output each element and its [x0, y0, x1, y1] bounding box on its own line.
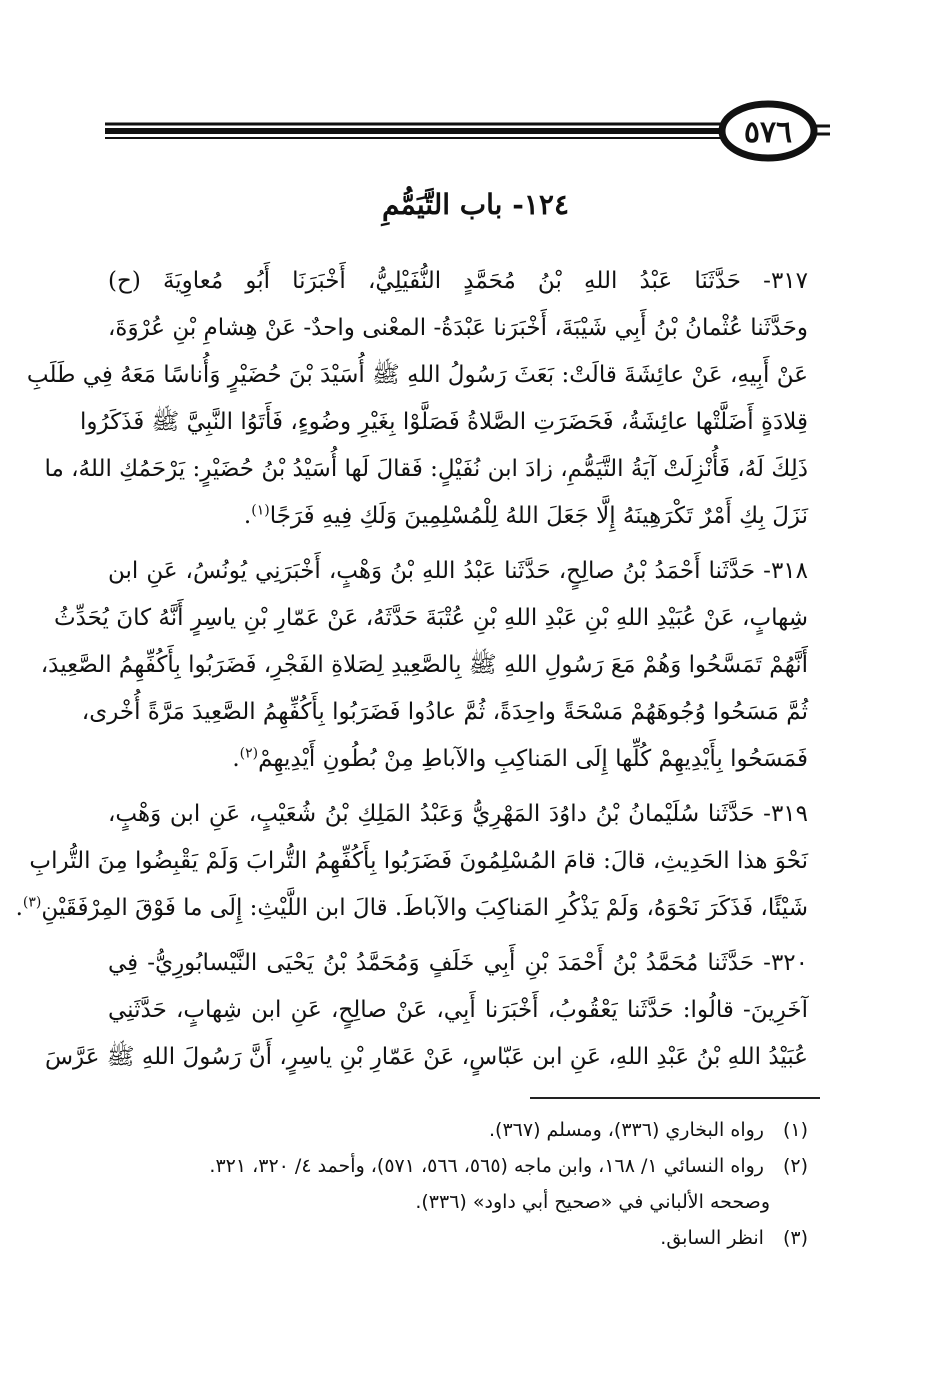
hadith-line: عُبَيْدُ اللهِ بْنُ عَبْدِ اللهِ، عَنِ ابن عَبّاسٍ، عَنْ عَمّارِ بْنِ ياسِرٍ، أَنَّ رَسُولَ اللهِ ﷺ عَرَّسَ: [44, 1044, 808, 1070]
hadith-line: ثُمَّ مَسَحُوا وُجُوهَهُمْ مَسْحَةً واحِدَةً، ثُمَّ عادُوا فَضَرَبُوا بِأَكُفِّهِمُ الصَّعِيدَ مَرَّةً أُخْرى،: [81, 699, 808, 725]
hadith-317: [26, 258, 808, 540]
footnote-text: انظر السابق.: [660, 1227, 764, 1249]
hadith-line-text: شَيْئًا، فَذَكَرَ نَحْوَهُ، وَلَمْ يَذْكُرِ المَناكِبَ والآباطَ. قالَ ابن اللَّيْثِ: إِلَى ما فَوْقَ المِرْفَقَيْنِ: [41, 895, 808, 921]
hadith-line: قِلادَةٍ أَضَلَّتْها عائِشَةُ، فَحَضَرَتِ الصَّلاةُ فَصَلَّوْا بِغَيْرِ وضُوءٍ، فَأَتَوُا النَّبِيَّ ﷺ فَذَكَرُوا: [80, 409, 808, 435]
main-text: [15, 258, 808, 1089]
hadith-line: ٣١٩- حَدَّثَنا سُلَيْمانُ بْنُ داوُدَ المَهْرِيُّ وَعَبْدُ المَلِكِ بْنُ شُعَيْبٍ، عَنِ ابن وَهْبٍ،: [108, 801, 808, 827]
footnote-2: [108, 1148, 808, 1184]
hadith-line-text: نَزَلَ بِكِ أَمْرٌ تَكْرَهِينَهُ إِلَّا جَعَلَ اللهُ لِلْمُسْلِمِينَ وَلَكِ فِيهِ فَرَجًا: [269, 503, 808, 529]
hadith-320: [44, 940, 808, 1081]
hadith-line: ٣١٨- حَدَّثَنا أَحْمَدُ بْنُ صالِحٍ، حَدَّثَنا عَبْدُ اللهِ بْنُ وَهْبٍ، أَخْبَرَنِي يُونُسُ، عَنِ ابن: [108, 558, 808, 584]
footnote-ref: (٣): [22, 894, 42, 911]
hadith-line-text: فَمَسَحُوا بِأَيْدِيهِمْ كُلِّها إِلَى المَناكِبِ والآباطِ مِنْ بُطُونِ أَيْدِيهِمْ: [258, 746, 808, 772]
hadith-line: نَحْوَ هذا الحَدِيثِ، قالَ: قامَ المُسْلِمُونَ فَضَرَبُوا بِأَكُفِّهِمُ التُّرابَ وَلَمْ يَقْبِضُوا مِنَ التُّرابِ: [29, 848, 808, 874]
hadith-line: عَنْ أَبِيهِ، عَنْ عائِشَةَ قالَتْ: بَعَثَ رَسُولُ اللهِ ﷺ أُسَيْدَ بْنَ حُضَيْرٍ وَأُناسًا مَعَهُ فِي طَلَبِ: [26, 362, 808, 388]
footnote-number: (٣): [782, 1227, 808, 1249]
footnote-3: [108, 1220, 808, 1256]
hadith-line: شِهابٍ، عَنْ عُبَيْدِ اللهِ بْنِ عَبْدِ اللهِ بْنِ عُتْبَةَ حَدَّثَهُ، عَنْ عَمّارِ بْنِ ياسِرٍ أَنَّهُ كانَ يُحَدِّثُ: [53, 605, 808, 631]
hadith-line: ٣٢٠- حَدَّثَنا مُحَمَّدُ بْنُ أَحْمَدَ بْنِ أَبِي خَلَفٍ وَمُحَمَّدُ بْنُ يَحْيَى النَّيْسابُورِيُّ- فِي: [108, 950, 808, 976]
footnote-1: [108, 1112, 808, 1148]
hadith-line-last: فَمَسَحُوا بِأَيْدِيهِمْ كُلِّها إِلَى المَناكِبِ والآباطِ مِنْ بُطُونِ أَيْدِيهِمْ$^{(٢)}$.: [232, 745, 808, 772]
hadith-line-last: شَيْئًا، فَذَكَرَ نَحْوَهُ، وَلَمْ يَذْكُرِ المَناكِبَ والآباطَ. قالَ ابن اللَّيْثِ: إِلَى ما فَوْقَ المِرْفَقَيْنِ$^{(٣)}$.: [15, 894, 808, 921]
footnote-ref: (١): [251, 502, 270, 519]
footnote-divider: [530, 1097, 820, 1099]
page-header: [0, 0, 951, 170]
footnote-ref: (٢): [239, 745, 259, 762]
hadith-line-last: نَزَلَ بِكِ أَمْرٌ تَكْرَهِينَهُ إِلَّا جَعَلَ اللهُ لِلْمُسْلِمِينَ وَلَكِ فِيهِ فَرَجًا$^{(١)}$.: [243, 502, 808, 529]
hadith-line: ذَلِكَ لَهُ، فَأُنْزِلَتْ آيَةُ التَّيَمُّمِ، زادَ ابن نُفَيْلٍ: فَقالَ لَها أُسَيْدُ بْنُ حُضَيْرٍ: يَرْحَمُكِ اللهُ، ما: [44, 456, 808, 482]
footnote-number: (٢): [782, 1155, 808, 1177]
footnote-text: رواه النسائي ١/ ١٦٨، وابن ماجه (٥٦٥، ٥٦٦، ٥٧١)، وأحمد ٤/ ٣٢٠، ٣٢١.: [209, 1155, 764, 1177]
hadith-line: أَنَّهُمْ تَمَسَّحُوا وَهُمْ مَعَ رَسُولِ اللهِ ﷺ بِالصَّعِيدِ لِصَلاةِ الفَجْرِ، فَضَرَبُوا بِأَكُفِّهِمُ الصَّعِيدَ،: [40, 652, 808, 678]
hadith-319: [15, 791, 808, 932]
hadith-line: ٣١٧- حَدَّثَنَا عَبْدُ اللهِ بْنُ مُحَمَّدٍ النُّفَيْلِيُّ، أَخْبَرَنَا أَبُو مُعاوِيَةَ (ح): [108, 268, 808, 294]
chapter-title: ١٢٤- باب التَّيَمُّمِ: [382, 188, 569, 221]
footnote-2-continued: وصححه الألباني في «صحيح أبي داود» (٣٣٦).: [415, 1191, 770, 1213]
hadith-line: آخَرِينَ- قالُوا: حَدَّثَنا يَعْقُوبُ، أَخْبَرَنا أَبِي، عَنْ صالِحٍ، عَنِ ابن شِهابٍ، حَدَّثَنِي: [108, 997, 808, 1023]
footnotes: [108, 1112, 808, 1256]
page-number: ٥٧٦: [743, 115, 793, 150]
hadith-318: [40, 548, 808, 783]
footnote-number: (١): [782, 1119, 808, 1141]
footnote-text: رواه البخاري (٣٣٦)، ومسلم (٣٦٧).: [488, 1119, 764, 1141]
hadith-line: وحَدَّثَنا عُثْمانُ بْنُ أَبِي شَيْبَةَ، أَخْبَرَنا عَبْدَةُ- المعْنى واحدٌ- عَنْ هِشامِ بْنِ عُرْوَةَ،: [108, 315, 808, 341]
